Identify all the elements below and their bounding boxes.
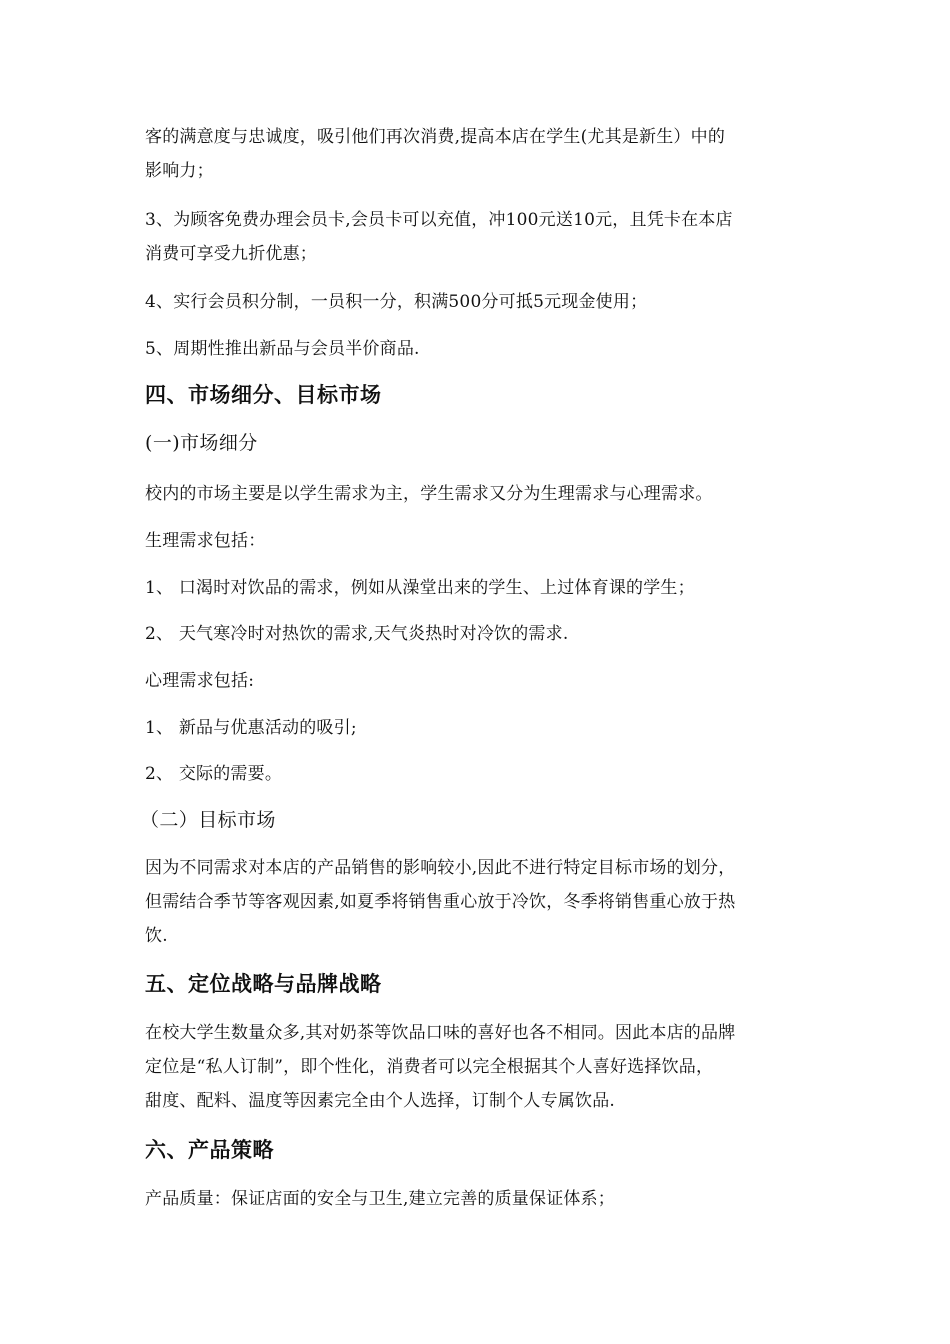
section-heading: 四、市场细分、目标市场 — [145, 383, 382, 407]
list-item-line: 4、实行会员积分制，一员积一分，积满500分可抵5元现金使用； — [145, 292, 648, 312]
body-text-line: 在校大学生数量众多,其对奶茶等饮品口味的喜好也各不相同。因此本店的品牌 — [145, 1023, 736, 1043]
section-heading: 五、定位战略与品牌战略 — [145, 972, 382, 996]
list-item-line: 1、 口渴时对饮品的需求，例如从澡堂出来的学生、上过体育课的学生； — [145, 578, 695, 598]
list-item-line: 1、 新品与优惠活动的吸引; — [145, 718, 357, 738]
subsection-heading: (一)市场细分 — [145, 432, 258, 454]
list-item-line: 2、 交际的需要。 — [145, 764, 283, 784]
list-item-line: 2、 天气寒冷时对热饮的需求,天气炎热时对冷饮的需求. — [145, 624, 569, 644]
body-text-line: 饮. — [145, 926, 168, 946]
body-text-line: 生理需求包括： — [145, 531, 266, 551]
section-heading: 六、产品策略 — [145, 1138, 274, 1162]
body-text-line: 但需结合季节等客观因素,如夏季将销售重心放于冷饮，冬季将销售重心放于热 — [145, 892, 736, 912]
body-text-line: 消费可享受九折优惠； — [145, 244, 317, 264]
body-text-line: 因为不同需求对本店的产品销售的影响较小,因此不进行特定目标市场的划分， — [145, 858, 736, 878]
body-text-line: 客的满意度与忠诚度，吸引他们再次消费,提高本店在学生(尤其是新生）中的 — [145, 127, 726, 147]
body-text-line: 校内的市场主要是以学生需求为主，学生需求又分为生理需求与心理需求。 — [145, 484, 713, 504]
body-text-line: 甜度、配料、温度等因素完全由个人选择，订制个人专属饮品. — [145, 1091, 616, 1111]
body-text-line: 影响力； — [145, 161, 214, 181]
list-item-line: 3、为顾客免费办理会员卡,会员卡可以充值，冲100元送10元，且凭卡在本店 — [145, 210, 733, 230]
body-text-line: 心理需求包括: — [145, 671, 255, 691]
body-text-line: 定位是“私人订制”，即个性化，消费者可以完全根据其个人喜好选择饮品， — [145, 1057, 714, 1077]
body-text-line: 产品质量：保证店面的安全与卫生,建立完善的质量保证体系； — [145, 1189, 616, 1209]
subsection-heading: （二）目标市场 — [140, 809, 276, 831]
list-item-line: 5、周期性推出新品与会员半价商品. — [145, 339, 420, 359]
